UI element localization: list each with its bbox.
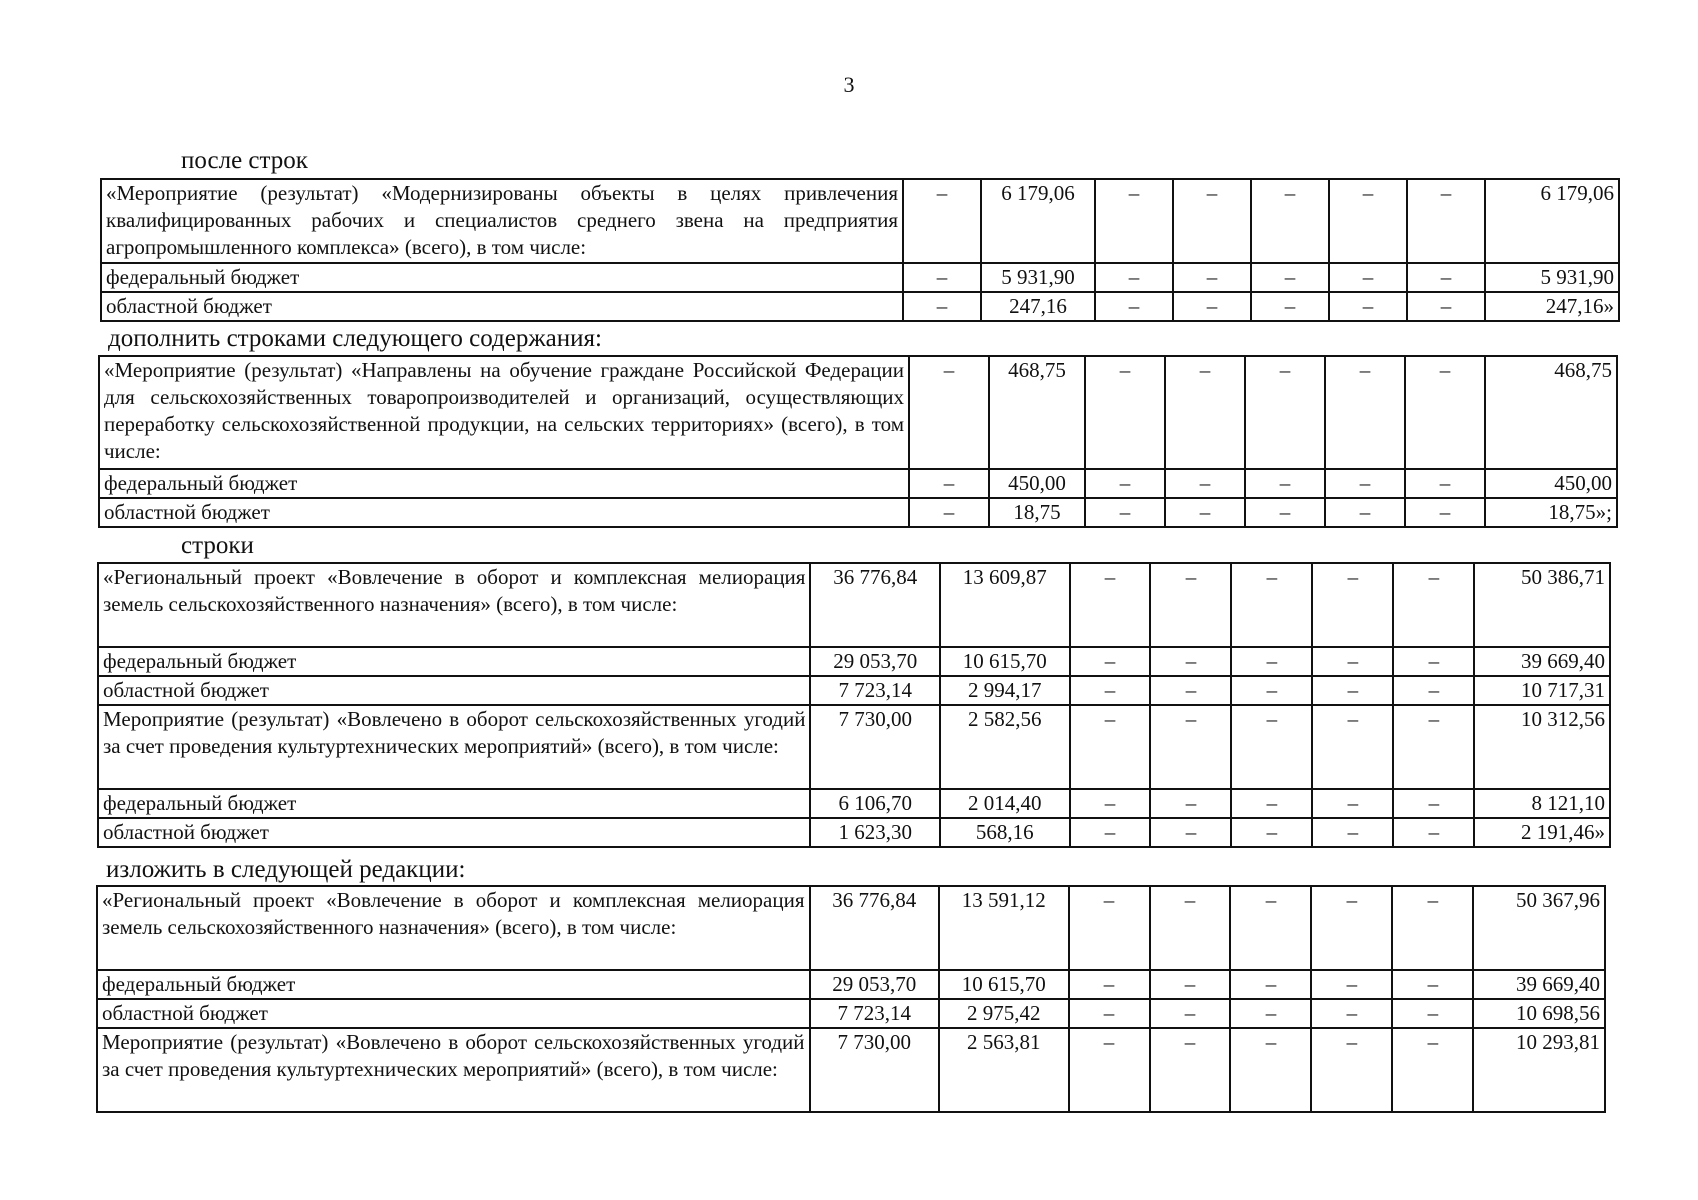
cell-col7: – <box>1393 818 1474 847</box>
cell-total: 6 179,06 <box>1485 179 1619 263</box>
cell-col4: – <box>1150 676 1231 705</box>
row-description: «Региональный проект «Вовлечение в оборот и комплексная мелиорация земель сельскохозяйственного назначения» (всего), в том числе: <box>98 563 810 647</box>
section-heading: строки <box>181 532 254 559</box>
cell-col6: – <box>1325 469 1405 498</box>
cell-col6: – <box>1325 498 1405 527</box>
cell-col5: – <box>1230 999 1311 1028</box>
section-heading: после строк <box>181 147 308 174</box>
cell-total: 468,75 <box>1485 356 1617 469</box>
cell-col3: – <box>1085 498 1165 527</box>
cell-col1: 7 730,00 <box>810 705 940 789</box>
cell-col1: 6 106,70 <box>810 789 940 818</box>
cell-col1: – <box>903 179 981 263</box>
cell-col3: – <box>1070 818 1151 847</box>
cell-col2: 2 582,56 <box>940 705 1070 789</box>
cell-col4: – <box>1150 818 1231 847</box>
cell-col2: 6 179,06 <box>981 179 1095 263</box>
row-description: областной бюджет <box>97 999 810 1028</box>
cell-total: 10 312,56 <box>1474 705 1610 789</box>
cell-col3: – <box>1070 676 1151 705</box>
table-row <box>97 886 1605 970</box>
cell-col7: – <box>1405 469 1485 498</box>
cell-total: 247,16» <box>1485 292 1619 321</box>
cell-col4: – <box>1165 469 1245 498</box>
cell-col2: 10 615,70 <box>940 647 1070 676</box>
cell-col4: – <box>1150 1028 1231 1112</box>
table-row <box>98 705 1610 789</box>
cell-col2: 468,75 <box>989 356 1085 469</box>
row-description: федеральный бюджет <box>99 469 909 498</box>
row-description: областной бюджет <box>99 498 909 527</box>
cell-col3: – <box>1070 705 1151 789</box>
cell-col3: – <box>1085 469 1165 498</box>
cell-total: 450,00 <box>1485 469 1617 498</box>
cell-col4: – <box>1150 970 1231 999</box>
table-row <box>98 789 1610 818</box>
row-description: «Мероприятие (результат) «Направлены на обучение граждане Российской Федерации для сельскохозяйственных товаропроизводителей и организаций, осуществляющих переработку сельскохозяйственной продукции, на сельских территориях» (всего), в том числе: <box>99 356 909 469</box>
cell-col4: – <box>1150 705 1231 789</box>
cell-col1: 36 776,84 <box>810 886 940 970</box>
cell-col2: 13 609,87 <box>940 563 1070 647</box>
cell-col7: – <box>1393 789 1474 818</box>
cell-col7: – <box>1405 356 1485 469</box>
row-description: федеральный бюджет <box>97 970 810 999</box>
cell-total: 10 293,81 <box>1473 1028 1605 1112</box>
budget-table <box>97 562 1611 848</box>
cell-col2: 2 014,40 <box>940 789 1070 818</box>
cell-col5: – <box>1245 469 1325 498</box>
cell-col4: – <box>1150 999 1231 1028</box>
table-row <box>101 179 1619 263</box>
cell-col3: – <box>1085 356 1165 469</box>
cell-col1: – <box>903 292 981 321</box>
cell-col2: 2 994,17 <box>940 676 1070 705</box>
cell-col4: – <box>1150 563 1231 647</box>
table-row <box>98 563 1610 647</box>
cell-col7: – <box>1393 563 1474 647</box>
cell-col1: 29 053,70 <box>810 970 940 999</box>
budget-table <box>100 178 1620 322</box>
cell-col6: – <box>1312 676 1393 705</box>
cell-col1: 36 776,84 <box>810 563 940 647</box>
cell-col5: – <box>1245 356 1325 469</box>
cell-col1: 7 723,14 <box>810 999 940 1028</box>
cell-col5: – <box>1230 970 1311 999</box>
cell-col7: – <box>1407 292 1485 321</box>
cell-col1: 29 053,70 <box>810 647 940 676</box>
row-description: федеральный бюджет <box>98 789 810 818</box>
cell-col4: – <box>1165 498 1245 527</box>
cell-col3: – <box>1069 999 1150 1028</box>
cell-col7: – <box>1393 647 1474 676</box>
table-row <box>99 469 1617 498</box>
cell-col4: – <box>1150 647 1231 676</box>
cell-col6: – <box>1311 970 1392 999</box>
table-row <box>97 999 1605 1028</box>
table-row <box>97 1028 1605 1112</box>
table-row <box>97 970 1605 999</box>
cell-col6: – <box>1311 999 1392 1028</box>
cell-col7: – <box>1392 1028 1473 1112</box>
cell-col6: – <box>1312 818 1393 847</box>
cell-col2: 247,16 <box>981 292 1095 321</box>
cell-col3: – <box>1095 263 1173 292</box>
cell-col4: – <box>1173 263 1251 292</box>
cell-col5: – <box>1230 1028 1311 1112</box>
cell-col2: 2 563,81 <box>939 1028 1069 1112</box>
row-description: федеральный бюджет <box>101 263 903 292</box>
cell-col2: 450,00 <box>989 469 1085 498</box>
cell-col5: – <box>1231 563 1312 647</box>
cell-total: 2 191,46» <box>1474 818 1610 847</box>
cell-col4: – <box>1173 292 1251 321</box>
cell-col6: – <box>1311 886 1392 970</box>
table-row <box>98 676 1610 705</box>
cell-col4: – <box>1150 886 1231 970</box>
cell-col2: 10 615,70 <box>939 970 1069 999</box>
cell-col7: – <box>1393 676 1474 705</box>
cell-col6: – <box>1311 1028 1392 1112</box>
row-description: областной бюджет <box>98 676 810 705</box>
cell-col2: 5 931,90 <box>981 263 1095 292</box>
table-row <box>98 647 1610 676</box>
budget-table <box>96 885 1606 1113</box>
row-description: областной бюджет <box>98 818 810 847</box>
cell-col7: – <box>1392 886 1473 970</box>
cell-col5: – <box>1231 818 1312 847</box>
table-row <box>98 818 1610 847</box>
cell-col4: – <box>1173 179 1251 263</box>
cell-total: 10 717,31 <box>1474 676 1610 705</box>
cell-col2: 18,75 <box>989 498 1085 527</box>
cell-col4: – <box>1150 789 1231 818</box>
cell-col3: – <box>1069 1028 1150 1112</box>
cell-col1: 7 730,00 <box>810 1028 940 1112</box>
cell-col5: – <box>1251 292 1329 321</box>
cell-col1: 1 623,30 <box>810 818 940 847</box>
cell-col5: – <box>1231 647 1312 676</box>
cell-total: 39 669,40 <box>1474 647 1610 676</box>
table-row <box>101 292 1619 321</box>
cell-col1: – <box>909 469 989 498</box>
cell-col5: – <box>1251 263 1329 292</box>
cell-col6: – <box>1329 292 1407 321</box>
cell-total: 39 669,40 <box>1473 970 1605 999</box>
cell-col2: 2 975,42 <box>939 999 1069 1028</box>
cell-col6: – <box>1312 563 1393 647</box>
cell-col5: – <box>1231 789 1312 818</box>
cell-total: 50 367,96 <box>1473 886 1605 970</box>
cell-col5: – <box>1251 179 1329 263</box>
cell-col7: – <box>1407 263 1485 292</box>
budget-table <box>98 355 1618 528</box>
cell-col1: – <box>903 263 981 292</box>
cell-col6: – <box>1312 647 1393 676</box>
row-description: областной бюджет <box>101 292 903 321</box>
cell-total: 50 386,71 <box>1474 563 1610 647</box>
row-description: «Мероприятие (результат) «Модернизированы объекты в целях привлечения квалифицированных рабочих и специалистов среднего звена на предприятия агропромышленного комплекса» (всего), в том числе: <box>101 179 903 263</box>
cell-col7: – <box>1393 705 1474 789</box>
cell-total: 18,75»; <box>1485 498 1617 527</box>
cell-col3: – <box>1070 647 1151 676</box>
page-number: 3 <box>843 72 855 97</box>
cell-col7: – <box>1392 970 1473 999</box>
cell-col6: – <box>1325 356 1405 469</box>
cell-col5: – <box>1231 705 1312 789</box>
table-row <box>101 263 1619 292</box>
cell-col5: – <box>1245 498 1325 527</box>
section-heading: изложить в следующей редакции: <box>106 856 466 883</box>
cell-total: 8 121,10 <box>1474 789 1610 818</box>
cell-col5: – <box>1231 676 1312 705</box>
cell-col1: – <box>909 356 989 469</box>
cell-col4: – <box>1165 356 1245 469</box>
row-description: Мероприятие (результат) «Вовлечено в оборот сельскохозяйственных угодий за счет проведения культуртехнических мероприятий» (всего), в том числе: <box>97 1028 810 1112</box>
cell-col6: – <box>1329 179 1407 263</box>
section-heading: дополнить строками следующего содержания: <box>108 325 602 352</box>
row-description: Мероприятие (результат) «Вовлечено в оборот сельскохозяйственных угодий за счет проведения культуртехнических мероприятий» (всего), в том числе: <box>98 705 810 789</box>
cell-col3: – <box>1095 292 1173 321</box>
cell-col2: 568,16 <box>940 818 1070 847</box>
cell-col1: – <box>909 498 989 527</box>
cell-col6: – <box>1312 705 1393 789</box>
cell-col6: – <box>1312 789 1393 818</box>
cell-col7: – <box>1407 179 1485 263</box>
cell-col7: – <box>1392 999 1473 1028</box>
row-description: федеральный бюджет <box>98 647 810 676</box>
cell-col2: 13 591,12 <box>939 886 1069 970</box>
row-description: «Региональный проект «Вовлечение в оборот и комплексная мелиорация земель сельскохозяйственного назначения» (всего), в том числе: <box>97 886 810 970</box>
table-row <box>99 356 1617 469</box>
cell-col3: – <box>1095 179 1173 263</box>
cell-col5: – <box>1230 886 1311 970</box>
cell-total: 10 698,56 <box>1473 999 1605 1028</box>
cell-col3: – <box>1069 886 1150 970</box>
cell-col3: – <box>1070 789 1151 818</box>
cell-col6: – <box>1329 263 1407 292</box>
cell-col1: 7 723,14 <box>810 676 940 705</box>
cell-total: 5 931,90 <box>1485 263 1619 292</box>
cell-col7: – <box>1405 498 1485 527</box>
cell-col3: – <box>1069 970 1150 999</box>
cell-col3: – <box>1070 563 1151 647</box>
table-row <box>99 498 1617 527</box>
